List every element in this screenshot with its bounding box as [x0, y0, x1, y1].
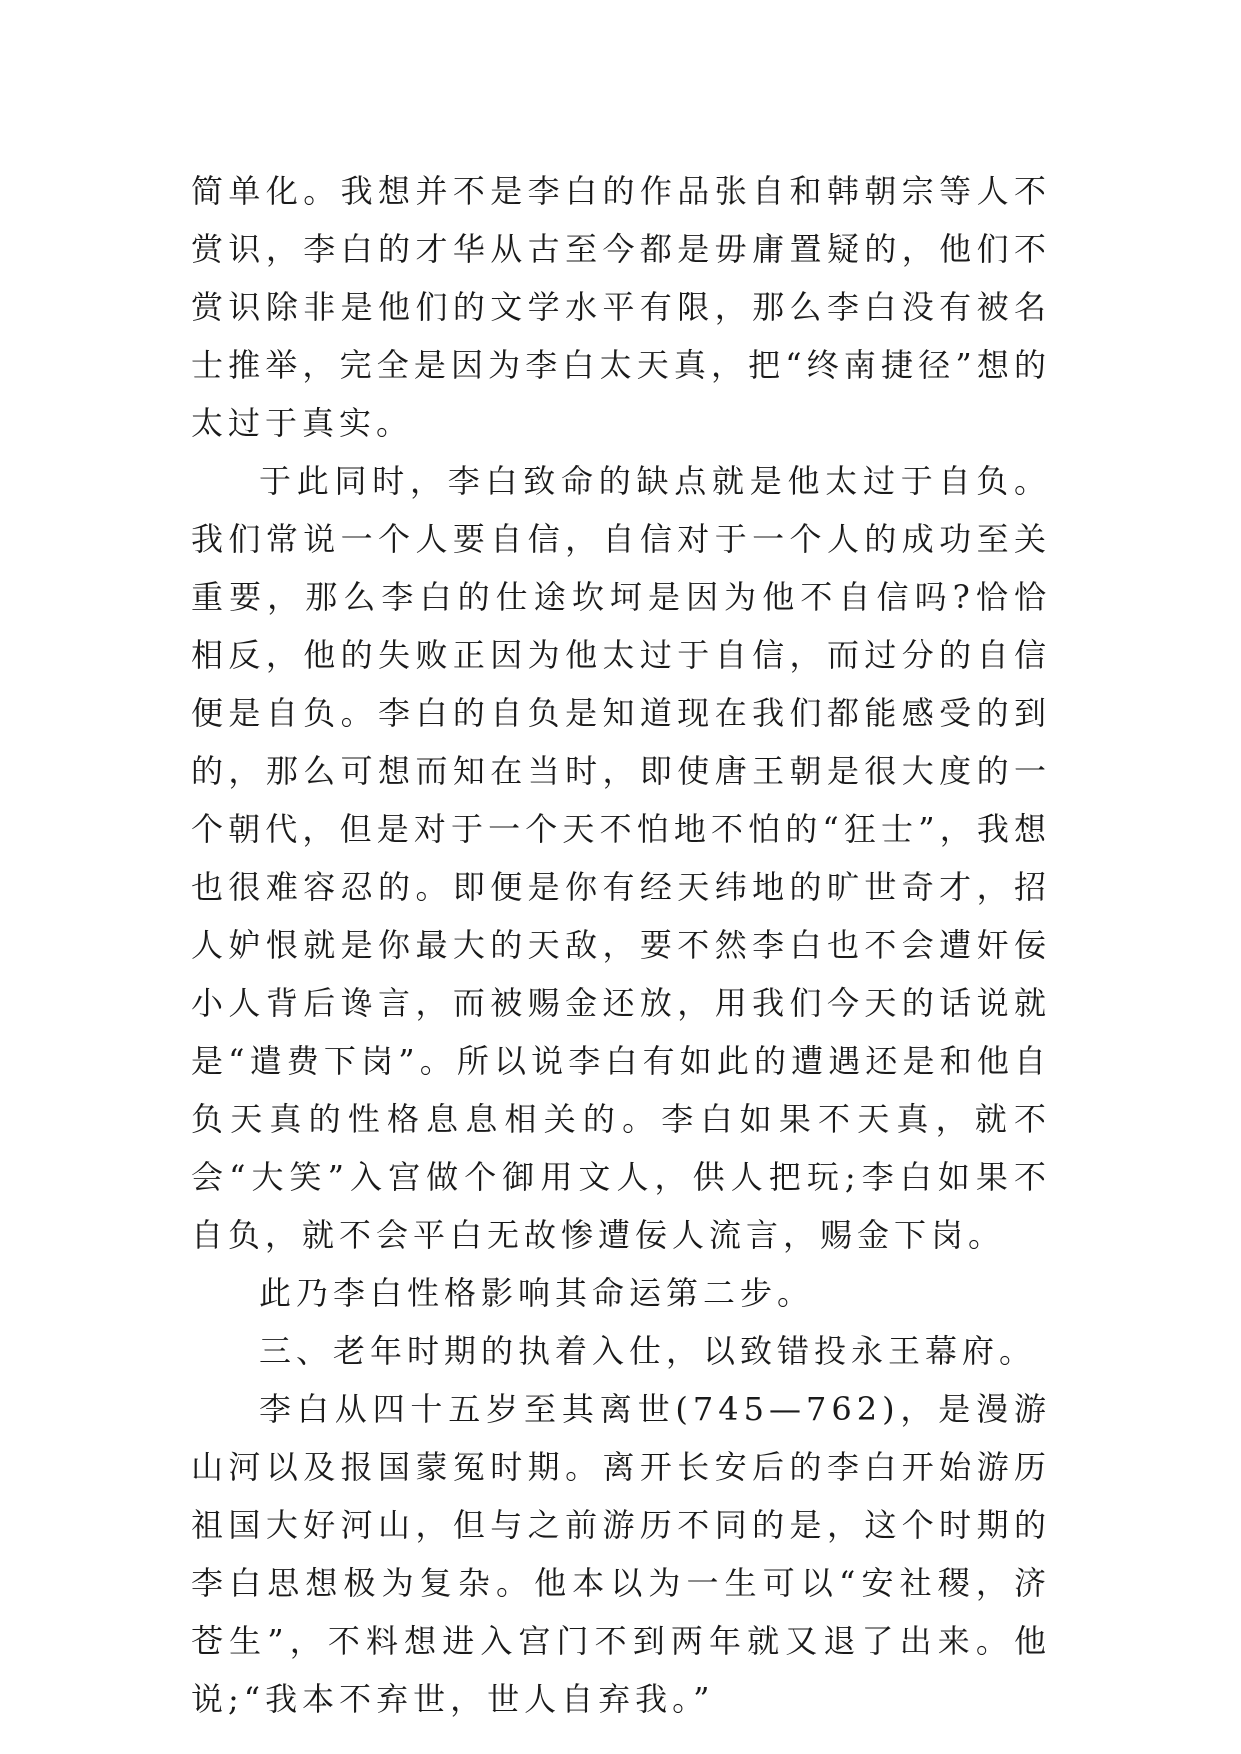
paragraph-continued: 简单化。我想并不是李白的作品张自和韩朝宗等人不赏识，李白的才华从古至今都是毋庸置疑的，他们不赏识除非是他们的文学水平有限，那么李白没有被名士推举，完全是因为李白太天真，把“终南捷径”想的太过于真实。 [191, 172, 1051, 442]
paragraph-second-step: 此乃李白性格影响其命运第二步。 [259, 1274, 815, 1312]
paragraph-late-years: 李白从四十五岁至其离世(745—762)，是漫游山河以及报国蒙冤时期。离开长安后的李白开始游历祖国大好河山，但与之前游历不同的是，这个时期的李白思想极为复杂。他本以为一生可以“安社稷，济苍生”，不料想进入宫门不到两年就又退了出来。他说;“我本不弃世，世人自弃我。” [191, 1390, 1051, 1718]
document-body [191, 162, 1051, 1728]
paragraph-self-conceit: 于此同时，李白致命的缺点就是他太过于自负。我们常说一个人要自信，自信对于一个人的成功至关重要，那么李白的仕途坎坷是因为他不自信吗?恰恰相反，他的失败正因为他太过于自信，而过分的自信便是自负。李白的自负是知道现在我们都能感受的到的，那么可想而知在当时，即使唐王朝是很大度的一个朝代，但是对于一个天不怕地不怕的“狂士”，我想也很难容忍的。即便是你有经天纬地的旷世奇才，招人妒恨就是你最大的天敌，要不然李白也不会遭奸佞小人背后谗言，而被赐金还放，用我们今天的话说就是“遣费下岗”。所以说李白有如此的遭遇还是和他自负天真的性格息息相关的。李白如果不天真，就不会“大笑”入宫做个御用文人，供人把玩;李白如果不自负，就不会平白无故惨遭佞人流言，赐金下岗。 [191, 462, 1051, 1254]
section-heading-three: 三、老年时期的执着入仕，以致错投永王幕府。 [259, 1332, 1037, 1370]
